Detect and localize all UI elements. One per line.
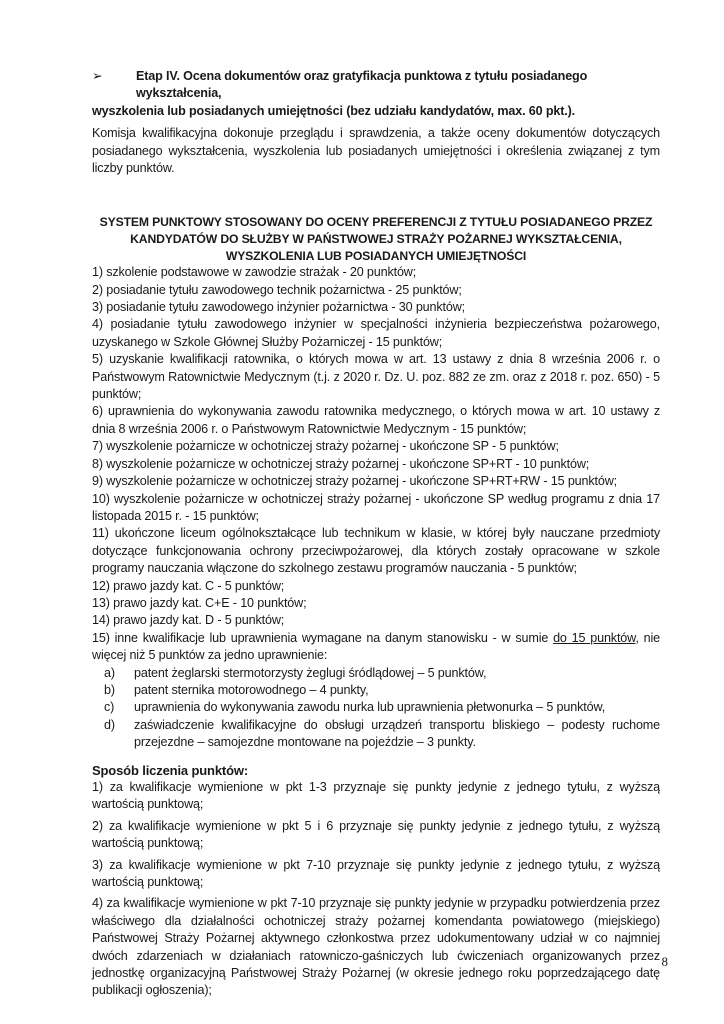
system-title-line3: WYSZKOLENIA LUB POSIADANYCH UMIEJĘTNOŚCI <box>225 248 527 263</box>
document-page <box>92 68 660 1004</box>
list-item: 1) szkolenie podstawowe w zawodzie strażak - 20 punktów; <box>92 265 417 280</box>
counting-title: Sposób liczenia punktów: <box>92 762 249 778</box>
list-item: 10) wyszkolenie pożarnicze w ochotniczej straży pożarnej - ukończone SP według programu z dnia 17 listopada 2015 r. - 15 punktów; <box>92 491 660 523</box>
sub-item-label: c) <box>104 700 115 715</box>
system-title <box>92 214 660 264</box>
list-item: 5) uzyskanie kwalifikacji ratownika, o których mowa w art. 13 ustawy z dnia 8 września 2006 r. o Państwowym Ratownictwie Medycznym (t.j. z 2020 r. Dz. U. poz. 882 ze zm. oraz z 2018 r. poz. 650) - 5 punktów; <box>92 352 660 402</box>
sub-list-item <box>92 717 660 752</box>
points-list <box>92 264 660 751</box>
list-item: 13) prawo jazdy kat. C+E - 10 punktów; <box>92 595 307 610</box>
list-item: 2) za kwalifikacje wymienione w pkt 5 i 6 przyznaje się punkty jedynie z jednego tytułu, z wyższą wartością punktową; <box>92 818 660 851</box>
list-item: 2) posiadanie tytułu zawodowego technik pożarnictwa - 25 punktów; <box>92 282 462 297</box>
list-item: 3) za kwalifikacje wymienione w pkt 7-10 przyznaje się punkty jedynie z jednego tytułu, z wyższą wartością punktową; <box>92 857 660 890</box>
system-title-line2: KANDYDATÓW DO SŁUŻBY W PAŃSTWOWEJ STRAŻY POŻARNEJ WYKSZTAŁCENIA, <box>130 232 622 247</box>
arrow-bullet-icon: ➢ <box>92 69 103 83</box>
system-title-line1: SYSTEM PUNKTOWY STOSOWANY DO OCENY PREFERENCJI Z TYTUŁU POSIADANEGO PRZEZ <box>99 215 653 230</box>
list-item: 14) prawo jazdy kat. D - 5 punktów; <box>92 613 285 628</box>
item15-underlined: do 15 punktów <box>553 630 636 645</box>
list-item: 9) wyszkolenie pożarnicze w ochotniczej straży pożarnej - ukończone SP+RT+RW - 15 punktów; <box>92 474 618 489</box>
stage-title-line2: wyszkolenia lub posiadanych umiejętności (bez udziału kandydatów, max. 60 pkt.). <box>92 103 576 118</box>
sub-list-item <box>92 699 660 716</box>
list-item: 3) posiadanie tytułu zawodowego inżynier pożarnictwa - 30 punktów; <box>92 300 466 315</box>
sub-item-label: d) <box>104 717 115 732</box>
list-item: 6) uprawnienia do wykonywania zawodu ratownika medycznego, o których mowa w art. 10 ustawy z dnia 8 września 2006 r. o Państwowym Ratownictwie Medycznym - 15 punktów; <box>92 404 660 436</box>
list-item: 8) wyszkolenie pożarnicze w ochotniczej straży pożarnej - ukończone SP+RT - 10 punktów; <box>92 456 590 471</box>
list-item: 12) prawo jazdy kat. C - 5 punktów; <box>92 578 285 593</box>
list-item: 1) za kwalifikacje wymienione w pkt 1-3 przyznaje się punkty jedynie z jednego tytułu, z wyższą wartością punktową; <box>92 780 660 812</box>
sub-item-text: patent sternika motorowodnego – 4 punkty, <box>134 682 369 697</box>
item15-after: , nie więcej niż 5 punktów za jedno uprawnienie: <box>92 630 661 663</box>
stage-heading <box>92 68 660 103</box>
sub-list <box>92 665 660 752</box>
list-item: 4) za kwalifikacje wymienione w pkt 7-10 przyznaje się punkty jedynie w przypadku potwierdzenia przez właściwego dla działalności ochotniczej straży pożarnej komendanta powiatowego (miejskiego) Państwowej Straży Pożarnej aktywnego członkostwa przez udokumentowany udział w co najmniej dwóch zdarzeniach w działaniach ratowniczo-gaśniczych lub ćwiczeniach organizowanych przez jednostkę organizacyjną Państwowej Straży Pożarnej (w okresie jednego roku poprzedzającego datę publikacji ogłoszenia); <box>92 896 660 998</box>
list-item: 7) wyszkolenie pożarnicze w ochotniczej straży pożarnej - ukończone SP - 5 punktów; <box>92 439 559 454</box>
list-item: 11) ukończone liceum ogólnokształcące lub technikum w klasie, w której były nauczane przedmioty dotyczące funkcjonowania ochrony przeciwpożarowej, dla których zostały opracowane w szkole programy nauczania włączone do szkolnego zestawu programów nauczania - 5 punktów; <box>92 526 660 576</box>
sub-list-item <box>92 665 660 682</box>
stage-intro-paragraph: Komisja kwalifikacyjna dokonuje przeglądu i sprawdzenia, a także oceny dokumentów dotyczących posiadanego wykształcenia, wyszkolenia lub posiadanych umiejętności i określenia związanej z tym liczby punktów. <box>92 126 660 176</box>
item15-before: 15) inne kwalifikacje lub uprawnienia wymagane na danym stanowisku - w sumie <box>92 630 554 645</box>
list-item: 4) posiadanie tytułu zawodowego inżynier w specjalności inżynieria bezpieczeństwa pożarowego, uzyskanego w Szkole Głównej Służby Pożarniczej - 15 punktów; <box>92 317 660 349</box>
counting-list <box>92 779 660 1000</box>
list-item-15 <box>92 630 660 665</box>
sub-item-text: zaświadczenie kwalifikacyjne do obsługi urządzeń transportu bliskiego – podesty ruchome przejezdne – samojezdne montowane na pojeździe – 3 punkty. <box>134 717 660 750</box>
sub-list-item <box>92 682 660 699</box>
sub-item-text: uprawnienia do wykonywania zawodu nurka lub uprawnienia płetwonurka – 5 punktów, <box>134 700 606 715</box>
sub-item-text: patent żeglarski stermotorzysty żeglugi śródlądowej – 5 punktów, <box>134 665 487 680</box>
stage-title-line1: Etap IV. Ocena dokumentów oraz gratyfikacja punktowa z tytułu posiadanego wykształcenia, <box>136 69 588 101</box>
sub-item-label: b) <box>104 682 115 697</box>
sub-item-label: a) <box>104 665 115 680</box>
page-number: 8 <box>661 954 668 969</box>
